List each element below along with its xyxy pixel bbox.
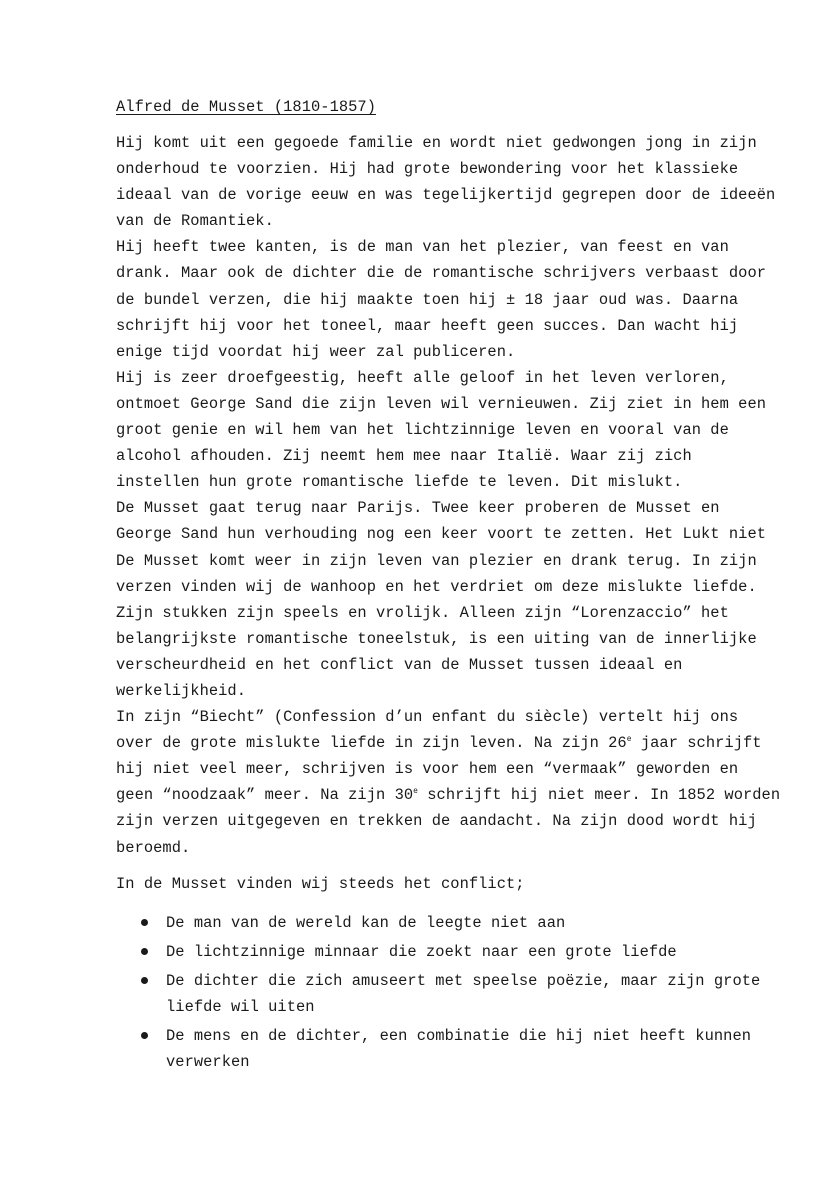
ordinal-superscript: e bbox=[626, 735, 632, 745]
text-line: Zijn stukken zijn speels en vrolijk. Alleen zijn “Lorenzaccio” het bbox=[116, 603, 729, 622]
text-line: alcohol afhouden. Zij neemt hem mee naar Italië. Waar zij zich bbox=[116, 447, 692, 466]
text-line: Hij komt uit een gegoede familie en wordt niet gedwongen jong in zijn bbox=[116, 134, 757, 152]
text-line: instellen hun grote romantische liefde te leven. Dit mislukt. bbox=[116, 473, 683, 492]
text-line: de bundel verzen, die hij maakte toen hij ± 18 jaar oud was. Daarna bbox=[116, 290, 739, 309]
text-segment: jaar schrijft bbox=[631, 734, 762, 753]
list-item-text: verwerken bbox=[166, 1053, 250, 1072]
list-item-text: De lichtzinnige minnaar die zoekt naar een grote liefde bbox=[166, 943, 677, 962]
text-line: hij niet veel meer, schrijven is voor hem een “vermaak” geworden en bbox=[116, 760, 739, 779]
text-line: verzen vinden wij de wanhoop en het verdriet om deze mislukte liefde. bbox=[116, 577, 757, 596]
list-item bbox=[116, 1023, 796, 1075]
text-line: verscheurdheid en het conflict van de Musset tussen ideaal en bbox=[116, 655, 683, 674]
conflict-intro: In de Musset vinden wij steeds het conflict; bbox=[116, 875, 525, 893]
bullet-icon bbox=[141, 1032, 148, 1039]
text-line: werkelijkheid. bbox=[116, 681, 247, 700]
text-line: In zijn “Biecht” (Confession d’un enfant du siècle) vertelt hij ons bbox=[116, 708, 739, 727]
text-line: belangrijkste romantische toneelstuk, is een uiting van de innerlijke bbox=[116, 629, 757, 648]
bullet-icon bbox=[141, 948, 148, 955]
text-line: enige tijd voordat hij weer zal publiceren. bbox=[116, 342, 516, 361]
text-line: De Musset gaat terug naar Parijs. Twee keer proberen de Musset en bbox=[116, 499, 720, 518]
text-line: ontmoet George Sand die zijn leven wil vernieuwen. Zij ziet in hem een bbox=[116, 394, 767, 413]
bullet-icon bbox=[141, 977, 148, 984]
text-segment: geen “noodzaak” meer. Na zijn 30 bbox=[116, 786, 414, 805]
conflict-list bbox=[116, 910, 796, 1079]
text-segment: schrijft hij niet meer. In 1852 worden bbox=[417, 786, 781, 805]
bullet-icon bbox=[141, 919, 148, 926]
text-line: drank. Maar ook de dichter die de romantische schrijvers verbaast door bbox=[116, 264, 767, 283]
text-line: van de Romantiek. bbox=[116, 212, 274, 231]
list-item-text: De man van de wereld kan de leegte niet aan bbox=[166, 914, 566, 932]
text-line-with-ordinal bbox=[116, 730, 796, 756]
list-item-text: De dichter die zich amuseert met speelse poëzie, maar zijn grote bbox=[166, 972, 761, 991]
ordinal-superscript: e bbox=[413, 787, 418, 797]
text-segment: over de grote mislukte liefde in zijn leven. Na zijn 26 bbox=[116, 734, 627, 753]
text-line: Hij is zeer droefgeestig, heeft alle geloof in het leven verloren, bbox=[116, 368, 729, 387]
text-line: De Musset komt weer in zijn leven van plezier en drank terug. In zijn bbox=[116, 551, 757, 570]
list-item-text: De mens en de dichter, een combinatie die hij niet heeft kunnen bbox=[166, 1027, 752, 1046]
text-line: Hij heeft twee kanten, is de man van het plezier, van feest en van bbox=[116, 238, 729, 257]
text-line: George Sand hun verhouding nog een keer voort te zetten. Het Lukt niet bbox=[116, 525, 767, 544]
list-item bbox=[116, 910, 796, 936]
document-title: Alfred de Musset (1810-1857) bbox=[116, 98, 377, 116]
text-line: onderhoud te voorzien. Hij had grote bewondering voor het klassieke bbox=[116, 160, 739, 179]
text-line: beroemd. bbox=[116, 838, 191, 857]
text-line: ideaal van de vorige eeuw en was tegelijkertijd gegrepen door de ideeën bbox=[116, 186, 776, 205]
text-line: zijn verzen uitgegeven en trekken de aandacht. Na zijn dood wordt hij bbox=[116, 812, 757, 831]
list-item bbox=[116, 939, 796, 965]
list-item bbox=[116, 968, 796, 1020]
text-line: schrijft hij voor het toneel, maar heeft geen succes. Dan wacht hij bbox=[116, 316, 739, 335]
text-line-with-ordinal bbox=[116, 782, 796, 808]
body-paragraphs bbox=[116, 130, 796, 861]
text-line: groot genie en wil hem van het lichtzinnige leven en vooral van de bbox=[116, 421, 729, 440]
list-item-text: liefde wil uiten bbox=[166, 998, 315, 1017]
